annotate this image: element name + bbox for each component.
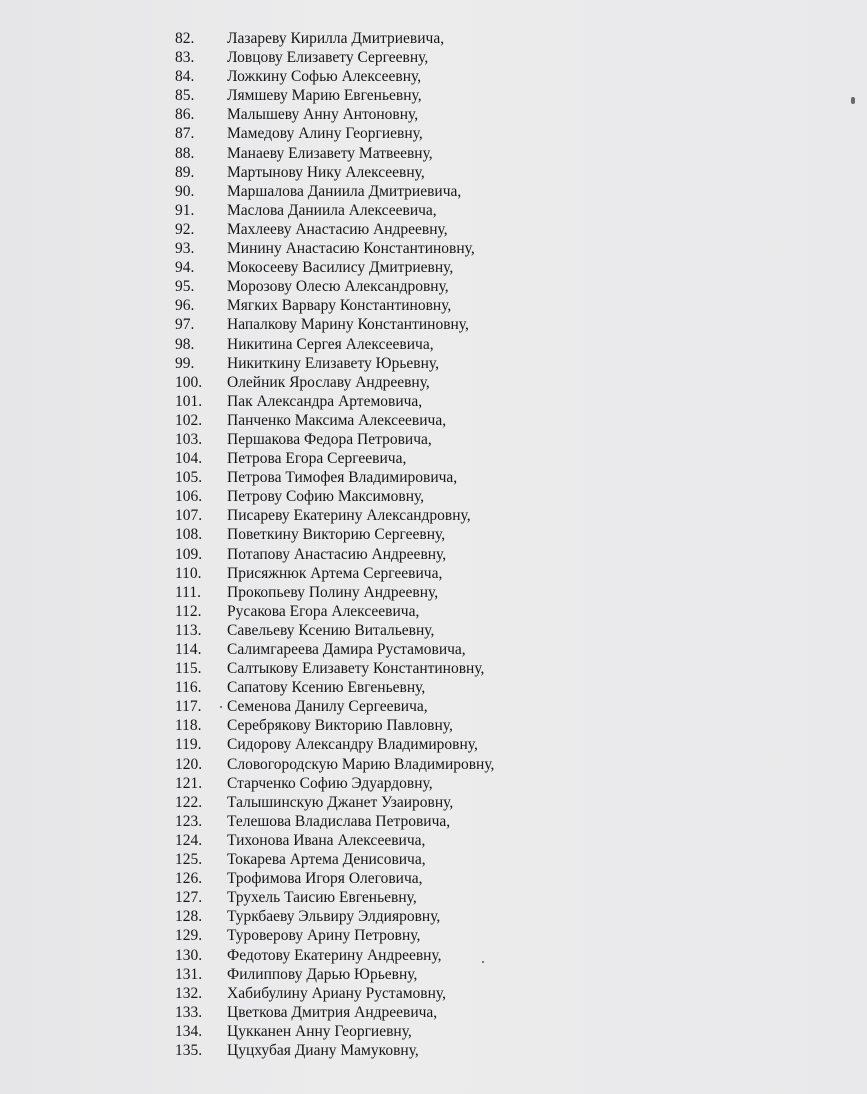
entry-number: 94.: [175, 259, 195, 277]
entry-name: Прокопьеву Полину Андреевну,: [227, 583, 439, 601]
entry-name: Панченко Максима Алексеевича,: [227, 411, 447, 429]
list-item: [172, 755, 494, 774]
list-item: [172, 201, 494, 220]
entry-number: 135.: [175, 1041, 203, 1059]
entry-name: Минину Анастасию Константиновну,: [227, 240, 475, 258]
list-item: [172, 564, 494, 583]
entry-name: Туркбаеву Эльвиру Элдияровну,: [227, 908, 441, 926]
entry-name: Мягких Варвару Константиновну,: [227, 297, 452, 315]
list-item: [172, 831, 494, 850]
entry-number: 98.: [175, 335, 195, 353]
entry-number: 122.: [175, 793, 203, 811]
entry-number: 91.: [175, 201, 195, 219]
entry-number: 113.: [175, 621, 202, 639]
entry-number: 93.: [175, 240, 195, 258]
entry-name: Салтыкову Елизавету Константиновну,: [227, 660, 485, 678]
scan-speck: [482, 961, 484, 963]
list-item: [172, 487, 494, 506]
entry-name: Першакова Федора Петровича,: [227, 430, 432, 448]
entry-name: Туроверову Арину Петровну,: [227, 927, 421, 945]
entry-name: Семенова Данилу Сергеевича,: [227, 698, 428, 716]
entry-number: 84.: [175, 68, 195, 86]
entry-name: Телешова Владислава Петровича,: [227, 812, 451, 830]
entry-name: Цветкова Дмитрия Андреевича,: [227, 1003, 438, 1021]
entry-name: Малышеву Анну Антоновну,: [227, 106, 419, 124]
list-item: [172, 124, 494, 143]
list-item: [172, 296, 494, 315]
entry-number: 110.: [175, 564, 202, 582]
entry-name: Маслова Даниила Алексеевича,: [227, 201, 437, 219]
list-item: [172, 392, 494, 411]
list-item: [172, 812, 494, 831]
entry-name: Напалкову Марину Константиновну,: [227, 316, 469, 334]
entry-name: Поветкину Викторию Сергеевну,: [227, 526, 446, 544]
list-item: [172, 888, 494, 907]
entry-name: Хабибулину Ариану Рустамовну,: [227, 984, 446, 1002]
entry-number: 101.: [175, 392, 203, 410]
list-item: [172, 163, 494, 182]
entry-number: 111.: [175, 583, 201, 601]
entry-number: 127.: [175, 889, 203, 907]
entry-name: Ловцову Елизавету Сергеевну,: [227, 49, 429, 67]
entry-number: 116.: [175, 679, 202, 697]
entry-name: Писареву Екатерину Александровну,: [227, 507, 471, 525]
entry-number: 108.: [175, 526, 203, 544]
list-item: [172, 411, 494, 430]
entry-number: 118.: [175, 717, 202, 735]
entry-number: 100.: [175, 373, 203, 391]
entry-name: Петрова Тимофея Владимировича,: [227, 469, 458, 487]
entry-name: Морозову Олесю Александровну,: [227, 278, 449, 296]
entry-name: Словогородскую Марию Владимировну,: [227, 755, 495, 773]
entry-name: Токарева Артема Денисовича,: [227, 851, 426, 869]
entry-number: 123.: [175, 812, 203, 830]
entry-name: Серебрякову Викторию Павловну,: [227, 717, 453, 735]
list-item: [172, 29, 494, 48]
list-item: [172, 430, 494, 449]
entry-number: 128.: [175, 908, 203, 926]
list-item: [172, 716, 494, 735]
entry-name: Салимгареева Дамира Рустамовича,: [227, 641, 466, 658]
entry-name: Трофимова Игоря Олеговича,: [227, 870, 423, 888]
entry-number: 124.: [175, 831, 203, 849]
list-item: [172, 67, 494, 86]
entry-name: Петрова Егора Сергеевича,: [227, 450, 407, 468]
entry-name: Филиппову Дарью Юрьевну,: [227, 965, 418, 983]
list-item: [172, 545, 494, 564]
list-item: [172, 1003, 494, 1022]
entry-number: 88.: [175, 144, 195, 162]
entry-number: 112.: [175, 602, 202, 620]
entry-number: 107.: [175, 507, 203, 525]
entry-name: Мокосееву Василису Дмитриевну,: [227, 259, 454, 277]
entry-number: 120.: [175, 755, 203, 773]
entry-number: 121.: [175, 774, 203, 792]
scan-speck: [220, 706, 222, 708]
list-item: [172, 144, 494, 163]
entry-name: Мартынову Нику Алексеевну,: [227, 163, 425, 181]
entry-number: 133.: [175, 1003, 203, 1021]
entry-number: 109.: [175, 545, 203, 563]
entry-number: 103.: [175, 430, 203, 448]
entry-name: Старченко Софию Эдуардовну,: [227, 774, 433, 792]
entry-number: 115.: [175, 660, 202, 678]
entry-number: 102.: [175, 411, 203, 429]
list-item: [172, 602, 494, 621]
entry-number: 131.: [175, 965, 203, 983]
list-item: [172, 583, 494, 602]
entry-number: 130.: [175, 946, 203, 964]
list-item: [172, 907, 494, 926]
list-item: [172, 525, 494, 544]
entry-number: 125.: [175, 851, 203, 869]
entry-number: 86.: [175, 106, 195, 124]
entry-number: 126.: [175, 870, 203, 888]
list-item: [172, 105, 494, 124]
entry-name: Трухель Таисию Евгеньевну,: [227, 889, 417, 907]
entry-name: Мамедову Алину Георгиевну,: [227, 125, 423, 143]
list-item: [172, 468, 494, 487]
list-item: [172, 277, 494, 296]
entry-name: Савельеву Ксению Витальевну,: [227, 621, 435, 639]
list-item: [172, 621, 494, 640]
list-item: [172, 220, 494, 239]
entry-number: 97.: [175, 316, 195, 334]
list-item: [172, 659, 494, 678]
list-item: [172, 373, 494, 392]
entry-name: Никиткину Елизавету Юрьевну,: [227, 354, 439, 372]
entry-name: Маршалова Даниила Дмитриевича,: [227, 182, 462, 200]
entry-number: 129.: [175, 927, 203, 945]
entry-name: Олейник Ярославу Андреевну,: [227, 373, 430, 391]
list-item: [172, 926, 494, 945]
list-item: [172, 449, 494, 468]
entry-name: Русакова Егора Алексеевича,: [227, 602, 420, 620]
entry-name: Присяжнюк Артема Сергеевича,: [227, 564, 443, 582]
entry-number: 134.: [175, 1022, 203, 1040]
list-item: [172, 182, 494, 201]
list-item: [172, 946, 494, 965]
list-item: [172, 1041, 494, 1060]
entry-number: 99.: [175, 354, 195, 372]
entry-number: 106.: [175, 488, 203, 506]
list-item: [172, 48, 494, 67]
entry-name: Цуцхубая Диану Мамуковну,: [227, 1041, 419, 1059]
list-item: [172, 965, 494, 984]
entry-number: 119.: [175, 736, 202, 754]
list-item: [172, 793, 494, 812]
entry-name: Цукканен Анну Георгиевну,: [227, 1022, 412, 1040]
entry-number: 96.: [175, 297, 195, 315]
list-item: [172, 258, 494, 277]
entry-name: Сидорову Александру Владимировну,: [227, 736, 478, 754]
entry-number: 83.: [175, 49, 195, 67]
entry-name: Федотову Екатерину Андреевну,: [227, 946, 442, 964]
list-item: [172, 984, 494, 1003]
list-item: [172, 315, 494, 334]
scan-edge-mark: [851, 97, 855, 104]
entry-name: Петрову Софию Максимовну,: [227, 488, 425, 506]
list-item: [172, 850, 494, 869]
entry-name: Ложкину Софью Алексеевну,: [227, 68, 422, 86]
list-item: [172, 1022, 494, 1041]
entry-name: Манаеву Елизавету Матвеевну,: [227, 144, 433, 162]
list-item: [172, 735, 494, 754]
list-item: [172, 506, 494, 525]
list-item: [172, 239, 494, 258]
entry-name: Тихонова Ивана Алексеевича,: [227, 831, 426, 849]
entry-name: Пак Александра Артемовича,: [227, 392, 423, 410]
list-item: [172, 678, 494, 697]
list-item: [172, 640, 494, 659]
entry-name: Махлееву Анастасию Андреевну,: [227, 220, 448, 238]
entry-number: 89.: [175, 163, 195, 181]
entry-name: Лямшеву Марию Евгеньевну,: [227, 87, 422, 105]
list-item: [172, 774, 494, 793]
entry-number: 95.: [175, 278, 195, 296]
entry-number: 105.: [175, 469, 203, 487]
entry-number: 104.: [175, 450, 203, 468]
name-list: [172, 29, 494, 1060]
entry-number: 114.: [175, 641, 202, 658]
entry-number: 85.: [175, 87, 195, 105]
entry-name: Талышинскую Джанет Узаировну,: [227, 793, 454, 811]
entry-name: Лазареву Кирилла Дмитриевича,: [227, 30, 445, 47]
entry-number: 82.: [175, 30, 195, 47]
entry-number: 90.: [175, 182, 195, 200]
entry-number: 132.: [175, 984, 203, 1002]
entry-name: Сапатову Ксению Евгеньевну,: [227, 679, 426, 697]
list-item: [172, 86, 494, 105]
list-item: [172, 335, 494, 354]
entry-number: 92.: [175, 220, 195, 238]
entry-number: 87.: [175, 125, 195, 143]
entry-name: Потапову Анастасию Андреевну,: [227, 545, 447, 563]
list-item: [172, 869, 494, 888]
entry-name: Никитина Сергея Алексеевича,: [227, 335, 434, 353]
entry-number: 117.: [175, 698, 202, 716]
list-item: [172, 354, 494, 373]
